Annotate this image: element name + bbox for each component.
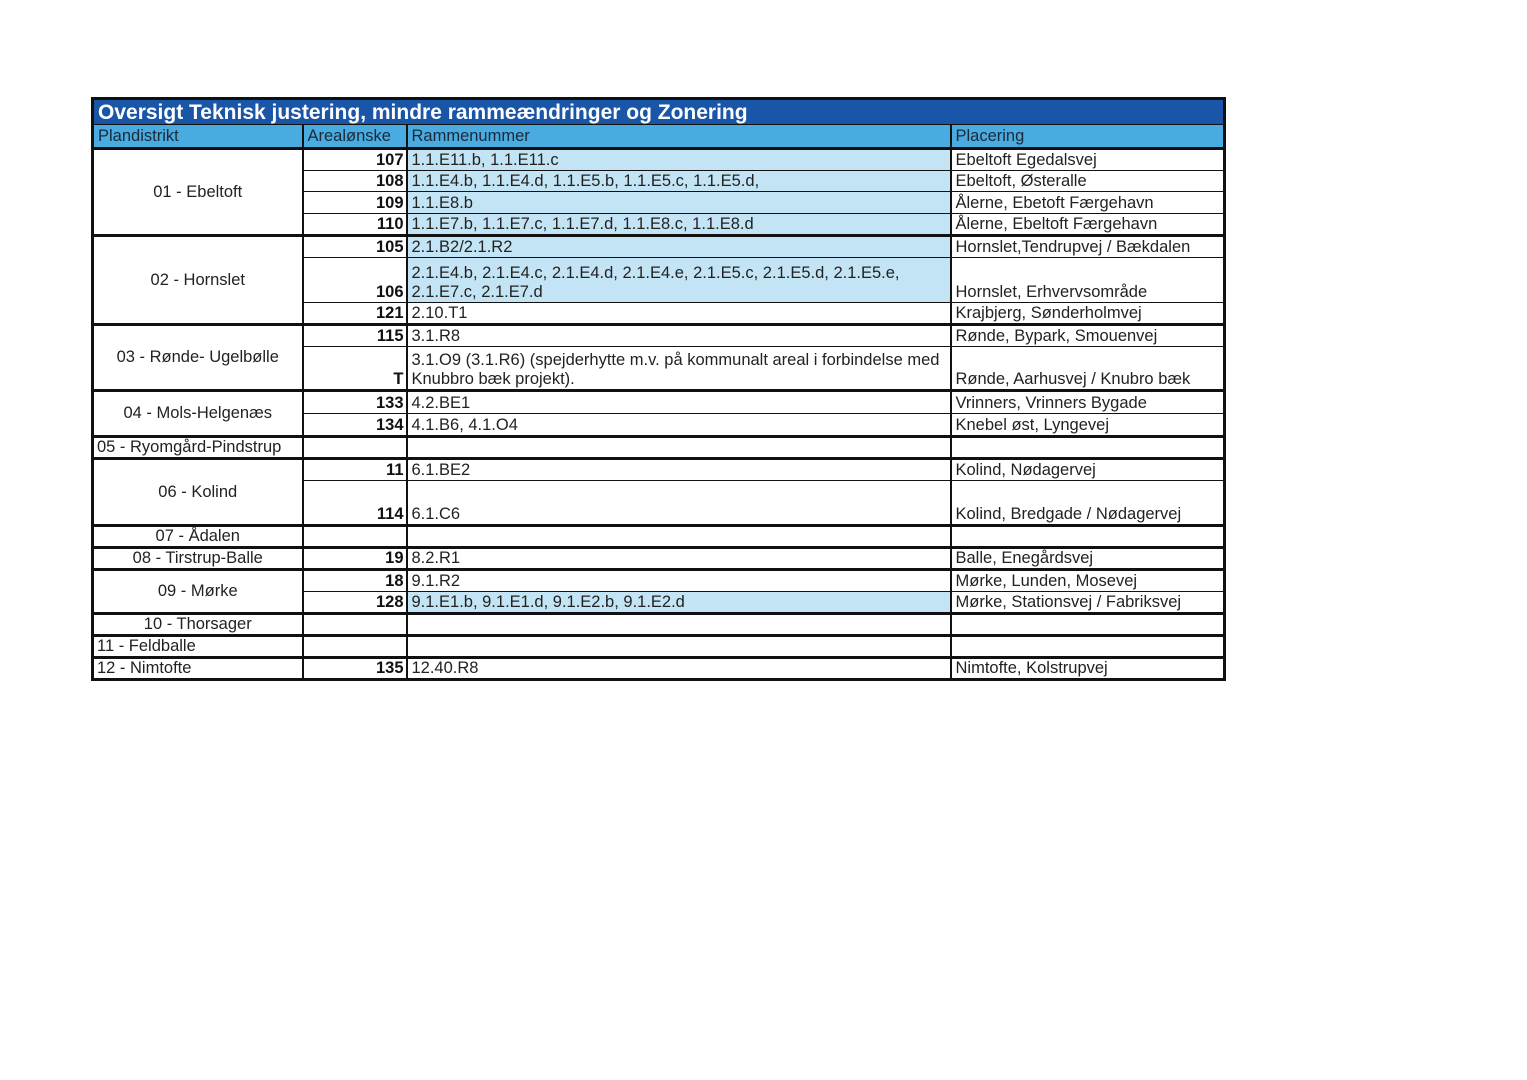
table-row — [93, 391, 1225, 414]
table-row — [93, 636, 1225, 658]
placering-cell: Knebel øst, Lyngevej — [951, 414, 1225, 437]
rammenummer-cell: 9.1.E1.b, 9.1.E1.d, 9.1.E2.b, 9.1.E2.d — [407, 592, 951, 614]
rammenummer-cell: 2.1.E4.b, 2.1.E4.c, 2.1.E4.d, 2.1.E4.e, 2.1.E5.c, 2.1.E5.d, 2.1.E5.e, 2.1.E7.c, 2.1.E7.d — [407, 258, 951, 303]
arealonske-cell: 108 — [303, 171, 407, 192]
placering-cell: Balle, Enegårdsvej — [951, 548, 1225, 570]
arealonske-cell: 115 — [303, 325, 407, 347]
arealonske-cell: 109 — [303, 192, 407, 214]
table-row — [93, 325, 1225, 347]
placering-cell: Ebeltoft, Østeralle — [951, 171, 1225, 192]
placering-cell: Rønde, Bypark, Smouenvej — [951, 325, 1225, 347]
placering-cell — [951, 437, 1225, 459]
table-row — [93, 526, 1225, 548]
placering-cell: Mørke, Stationsvej / Fabriksvej — [951, 592, 1225, 614]
arealonske-cell: 105 — [303, 236, 407, 258]
district-cell: 06 - Kolind — [93, 459, 303, 526]
header-arealonske: Arealønske — [303, 125, 407, 149]
table-row — [93, 459, 1225, 481]
arealonske-cell: 18 — [303, 570, 407, 592]
rammenummer-cell — [407, 614, 951, 636]
overview-table — [91, 97, 1226, 681]
rammenummer-cell: 1.1.E4.b, 1.1.E4.d, 1.1.E5.b, 1.1.E5.c, 1.1.E5.d, — [407, 171, 951, 192]
rammenummer-cell: 6.1.BE2 — [407, 459, 951, 481]
district-cell: 12 - Nimtofte — [93, 658, 303, 680]
arealonske-cell: 106 — [303, 258, 407, 303]
arealonske-cell: 110 — [303, 214, 407, 236]
rammenummer-cell: 3.1.R8 — [407, 325, 951, 347]
placering-cell: Vrinners, Vrinners Bygade — [951, 391, 1225, 414]
title-row — [93, 99, 1225, 125]
rammenummer-cell — [407, 437, 951, 459]
table-row — [93, 149, 1225, 171]
district-cell: 08 - Tirstrup-Balle — [93, 548, 303, 570]
rammenummer-cell: 4.2.BE1 — [407, 391, 951, 414]
district-cell: 01 - Ebeltoft — [93, 149, 303, 236]
table-row — [93, 570, 1225, 592]
rammenummer-cell: 9.1.R2 — [407, 570, 951, 592]
placering-cell — [951, 636, 1225, 658]
arealonske-cell: 135 — [303, 658, 407, 680]
rammenummer-cell: 2.1.B2/2.1.R2 — [407, 236, 951, 258]
district-cell: 02 - Hornslet — [93, 236, 303, 325]
district-cell: 09 - Mørke — [93, 570, 303, 614]
placering-cell: Ålerne, Ebeltoft Færgehavn — [951, 214, 1225, 236]
arealonske-cell: 11 — [303, 459, 407, 481]
table-row — [93, 236, 1225, 258]
placering-cell: Mørke, Lunden, Mosevej — [951, 570, 1225, 592]
placering-cell: Kolind, Bredgade / Nødagervej — [951, 481, 1225, 526]
rammenummer-cell — [407, 526, 951, 548]
arealonske-cell: 121 — [303, 303, 407, 325]
placering-cell: Ebeltoft Egedalsvej — [951, 149, 1225, 171]
district-cell: 11 - Feldballe — [93, 636, 303, 658]
placering-cell: Krajbjerg, Sønderholmvej — [951, 303, 1225, 325]
rammenummer-cell: 12.40.R8 — [407, 658, 951, 680]
rammenummer-cell: 4.1.B6, 4.1.O4 — [407, 414, 951, 437]
rammenummer-cell: 2.10.T1 — [407, 303, 951, 325]
arealonske-cell — [303, 614, 407, 636]
district-cell: 03 - Rønde- Ugelbølle — [93, 325, 303, 391]
rammenummer-cell: 6.1.C6 — [407, 481, 951, 526]
sheet-title: Oversigt Teknisk justering, mindre rammeændringer og Zonering — [93, 99, 1225, 125]
overview-sheet — [91, 97, 1223, 681]
district-cell: 10 - Thorsager — [93, 614, 303, 636]
placering-cell — [951, 614, 1225, 636]
header-rammenummer: Rammenummer — [407, 125, 951, 149]
rammenummer-cell: 3.1.O9 (3.1.R6) (spejderhytte m.v. på kommunalt areal i forbindelse med Knubbro bæk projekt). — [407, 347, 951, 391]
arealonske-cell — [303, 636, 407, 658]
table-row — [93, 614, 1225, 636]
rammenummer-cell: 8.2.R1 — [407, 548, 951, 570]
rammenummer-cell: 1.1.E11.b, 1.1.E11.c — [407, 149, 951, 171]
placering-cell: Kolind, Nødagervej — [951, 459, 1225, 481]
placering-cell: Hornslet, Erhvervsområde — [951, 258, 1225, 303]
header-row — [93, 125, 1225, 149]
header-plandistrikt: Plandistrikt — [93, 125, 303, 149]
rammenummer-cell: 1.1.E8.b — [407, 192, 951, 214]
rammenummer-cell: 1.1.E7.b, 1.1.E7.c, 1.1.E7.d, 1.1.E8.c, 1.1.E8.d — [407, 214, 951, 236]
arealonske-cell: 107 — [303, 149, 407, 171]
arealonske-cell: 133 — [303, 391, 407, 414]
district-cell: 07 - Ådalen — [93, 526, 303, 548]
header-placering: Placering — [951, 125, 1225, 149]
table-row — [93, 437, 1225, 459]
table-row — [93, 658, 1225, 680]
placering-cell: Hornslet,Tendrupvej / Bækdalen — [951, 236, 1225, 258]
arealonske-cell: 128 — [303, 592, 407, 614]
placering-cell: Ålerne, Ebetoft Færgehavn — [951, 192, 1225, 214]
district-cell: 05 - Ryomgård-Pindstrup — [93, 437, 303, 459]
arealonske-cell — [303, 526, 407, 548]
placering-cell: Rønde, Aarhusvej / Knubro bæk — [951, 347, 1225, 391]
arealonske-cell — [303, 437, 407, 459]
placering-cell — [951, 526, 1225, 548]
arealonske-cell: T — [303, 347, 407, 391]
arealonske-cell: 134 — [303, 414, 407, 437]
district-cell: 04 - Mols-Helgenæs — [93, 391, 303, 437]
rammenummer-cell — [407, 636, 951, 658]
placering-cell: Nimtofte, Kolstrupvej — [951, 658, 1225, 680]
arealonske-cell: 114 — [303, 481, 407, 526]
arealonske-cell: 19 — [303, 548, 407, 570]
table-row — [93, 548, 1225, 570]
